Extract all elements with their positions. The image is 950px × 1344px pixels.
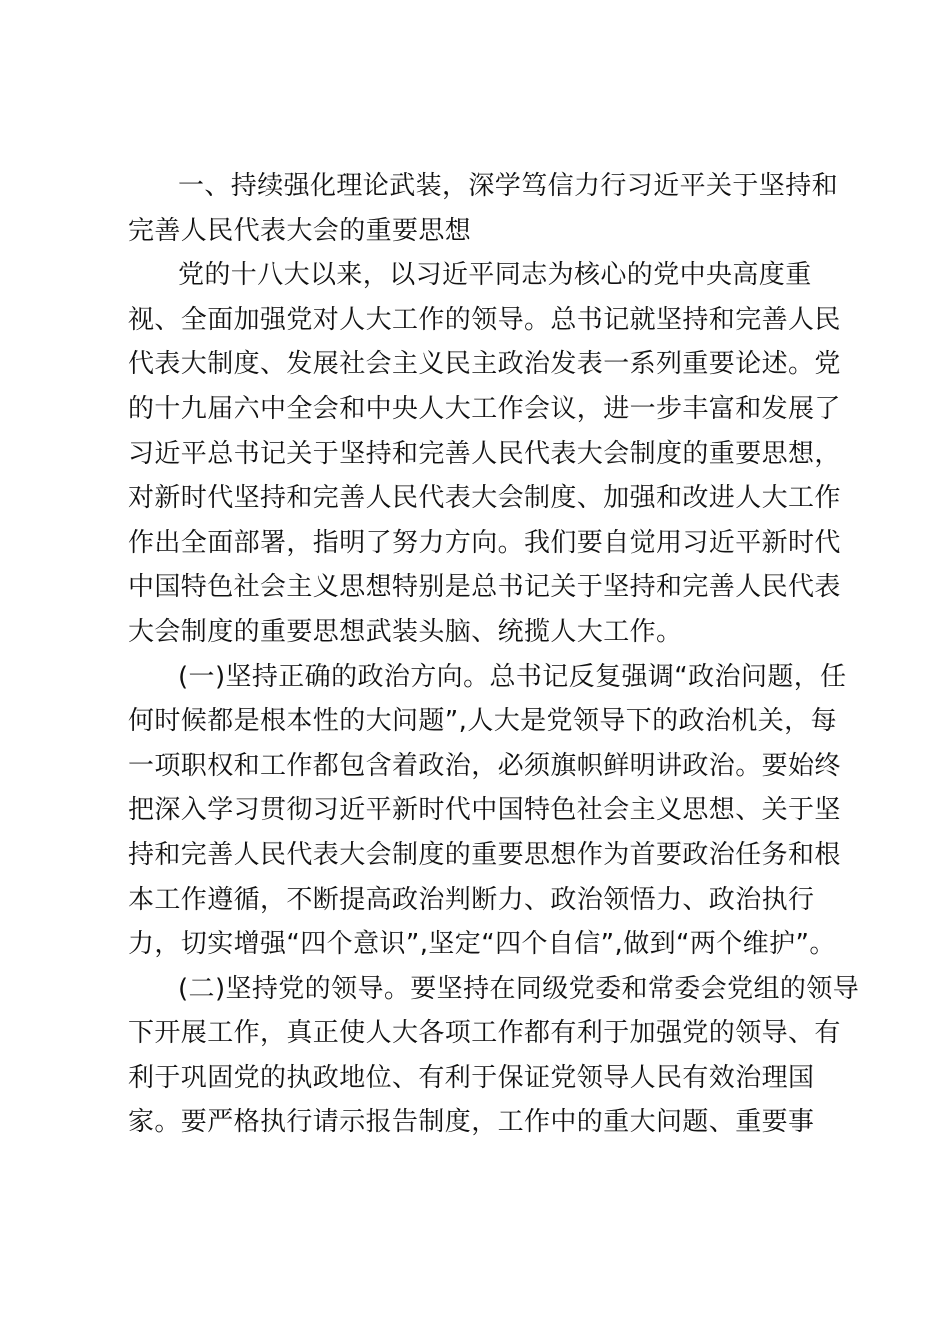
paragraph-line: 本工作遵循，不断提高政治判断力、政治领悟力、政治执行 bbox=[128, 884, 815, 915]
section-heading bbox=[128, 164, 839, 253]
heading-line: 完善人民代表大会的重要思想 bbox=[128, 215, 472, 246]
paragraph-line: 一项职权和工作都包含着政治，必须旗帜鲜明讲政治。要始终 bbox=[128, 750, 841, 781]
paragraph-line: 视、全面加强党对人大工作的领导。总书记就坚持和完善人民 bbox=[128, 304, 841, 335]
paragraph-line: 下开展工作，真正使人大各项工作都有利于加强党的领导、有 bbox=[128, 1018, 841, 1049]
paragraph-line: 利于巩固党的执政地位、有利于保证党领导人民有效治理国 bbox=[128, 1062, 815, 1093]
paragraph-line: 把深入学习贯彻习近平新时代中国特色社会主义思想、关于坚 bbox=[128, 795, 841, 826]
paragraph-line: 对新时代坚持和完善人民代表大会制度、加强和改进人大工作 bbox=[128, 483, 841, 514]
paragraph-line: 党的十八大以来，以习近平同志为核心的党中央高度重 bbox=[178, 260, 812, 291]
paragraph-political-direction bbox=[128, 655, 847, 967]
paragraph-line: 持和完善人民代表大会制度的重要思想作为首要政治任务和根 bbox=[128, 839, 841, 870]
paragraph-line: 中国特色社会主义思想特别是总书记关于坚持和完善人民代表 bbox=[128, 572, 841, 603]
paragraph-line: 家。要严格执行请示报告制度，工作中的重大问题、重要事 bbox=[128, 1107, 815, 1138]
paragraph-line: 大会制度的重要思想武装头脑、统揽人大工作。 bbox=[128, 616, 683, 647]
paragraph-party-leadership bbox=[128, 967, 860, 1145]
paragraph-line: 力，切实增强“四个意识”,坚定“四个自信”,做到“两个维护”。 bbox=[128, 929, 836, 960]
paragraph-line: 何时候都是根本性的大问题”,人大是党领导下的政治机关，每 bbox=[128, 706, 837, 737]
paragraph-line: 的十九届六中全会和中央人大工作会议，进一步丰富和发展了 bbox=[128, 393, 841, 424]
paragraph-line: (二)坚持党的领导。要坚持在同级党委和常委会党组的领导 bbox=[178, 973, 860, 1004]
paragraph-intro bbox=[128, 253, 841, 654]
heading-line: 一、持续强化理论武装，深学笃信力行习近平关于坚持和 bbox=[178, 171, 839, 201]
paragraph-line: (一)坚持正确的政治方向。总书记反复强调“政治问题，任 bbox=[178, 661, 847, 692]
document-body bbox=[128, 164, 860, 1145]
paragraph-line: 习近平总书记关于坚持和完善人民代表大会制度的重要思想， bbox=[128, 438, 841, 469]
paragraph-line: 作出全面部署，指明了努力方向。我们要自觉用习近平新时代 bbox=[128, 527, 841, 558]
paragraph-line: 代表大制度、发展社会主义民主政治发表一系列重要论述。党 bbox=[128, 349, 841, 380]
